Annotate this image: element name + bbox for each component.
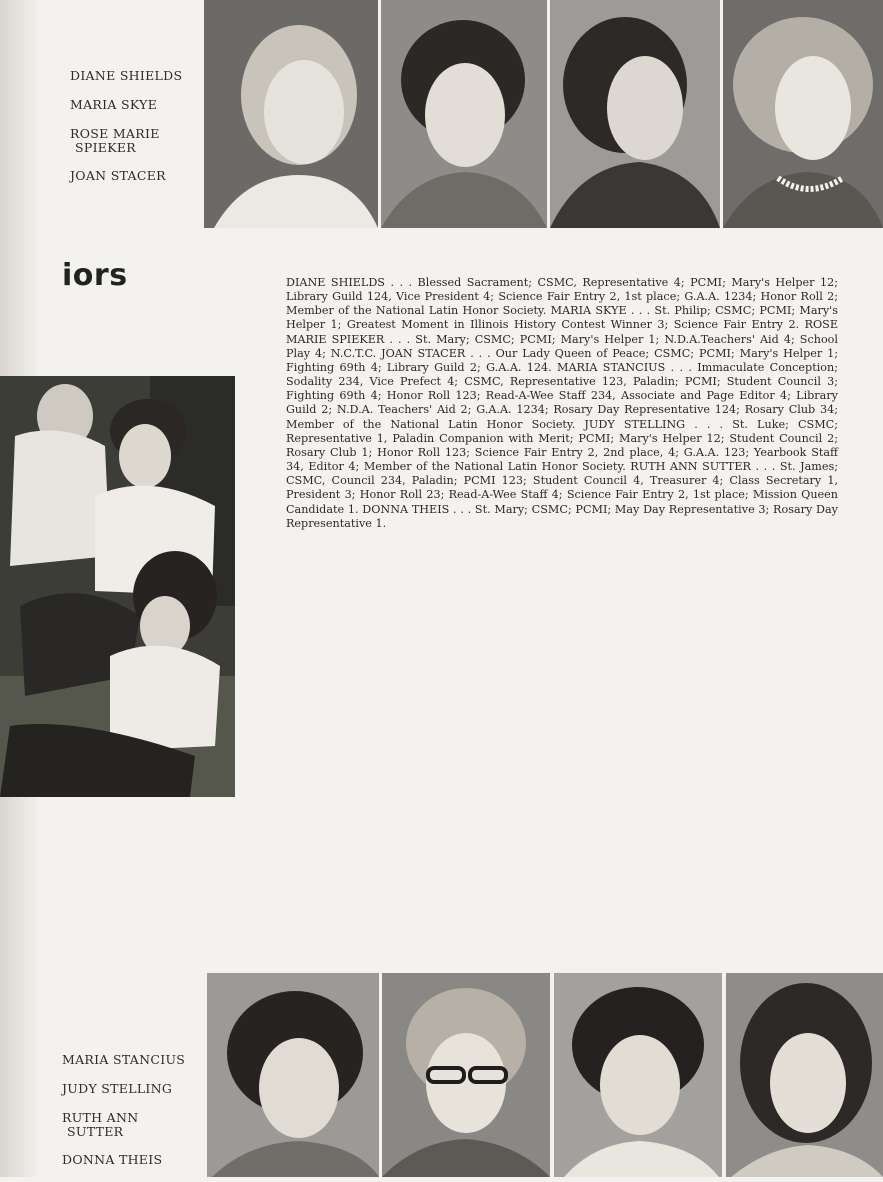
name-judy-stelling: JUDY STELLING	[62, 1081, 173, 1096]
portrait-judy-stelling	[382, 973, 550, 1177]
name-ruth-ann-sutter: RUTH ANN SUTTER	[62, 1110, 139, 1139]
bottom-name-list	[62, 1053, 185, 1182]
name-maria-skye: MARIA SKYE	[70, 97, 158, 112]
portrait-ruth-ann-sutter	[554, 973, 722, 1177]
portrait-donna-theis	[726, 973, 883, 1177]
name-donna-theis: DONNA THEIS	[62, 1152, 163, 1167]
portrait-joan-stacer	[723, 0, 883, 228]
portrait-maria-stancius	[207, 973, 379, 1177]
portrait-maria-skye	[381, 0, 547, 228]
portrait-diane-shields	[204, 0, 378, 228]
top-name-list	[70, 69, 182, 198]
name-maria-stancius: MARIA STANCIUS	[62, 1052, 186, 1067]
portrait-rose-marie-spieker	[550, 0, 720, 228]
name-joan-stacer: JOAN STACER	[70, 168, 166, 183]
name-rose-marie-spieker: ROSE MARIE SPIEKER	[70, 126, 160, 155]
candid-group-photo	[0, 376, 235, 797]
name-diane-shields: DIANE SHIELDS	[70, 68, 183, 83]
student-bios: DIANE SHIELDS . . . Blessed Sacrament; CSMC, Representative 4; PCMI; Mary's Helper 12; Library Guild 124, Vice President 4; Science Fair Entry 2, 1st place; G.A.A. 1234; Honor Roll 2; Member of the National Latin Honor Society. MARIA SKYE . . . St. Philip; CSMC; PCMI; Mary's Helper 1; Greatest Moment in Illinois History Contest Winner 3; Science Fair Entry 2. ROSE MARIE SPIEKER . . . St. Mary; CSMC; PCMI; Mary's Helper 1; N.D.A.Teachers' Aid 4; School Play 4; N.C.T.C. JOAN STACER . . . Our Lady Queen of Peace; CSMC; PCMI; Mary's Helper 1; Fighting 69th 4; Library Guild 2; G.A.A. 124. MARIA STANCIUS . . . Immaculate Conception; Sodality 234, Vice Prefect 4; CSMC, Representative 123, Paladin; PCMI; Student Council 3; Fighting 69th 4; Honor Roll 123; Read-A-Wee Staff 234, Associate and Page Editor 4; Library Guild 2; N.D.A. Teachers' Aid 2; G.A.A. 1234; Rosary Day Representative 124; Rosary Club 34; Member of the National Latin Honor Society. JUDY STELLING . . . St. Luke; CSMC; Representative 1, Paladin Companion with Merit; PCMI; Mary's Helper 12; Student Council 2; Rosary Club 1; Honor Roll 123; Science Fair Entry 2, 2nd place, 4; G.A.A. 123; Yearbook Staff 34, Editor 4; Member of the National Latin Honor Society. RUTH ANN SUTTER . . . St. James; CSMC, Council 234, Paladin; PCMI 123; Student Council 4, Treasurer 4; Class Secretary 1, President 3; Honor Roll 23; Read-A-Wee Staff 4; Science Fair Entry 2, 1st place; Mission Queen Candidate 1. DONNA THEIS . . . St. Mary; CSMC; PCMI; May Day Representative 3; Rosary Day Representative 1.	[286, 276, 838, 530]
section-title: iors	[62, 258, 128, 293]
